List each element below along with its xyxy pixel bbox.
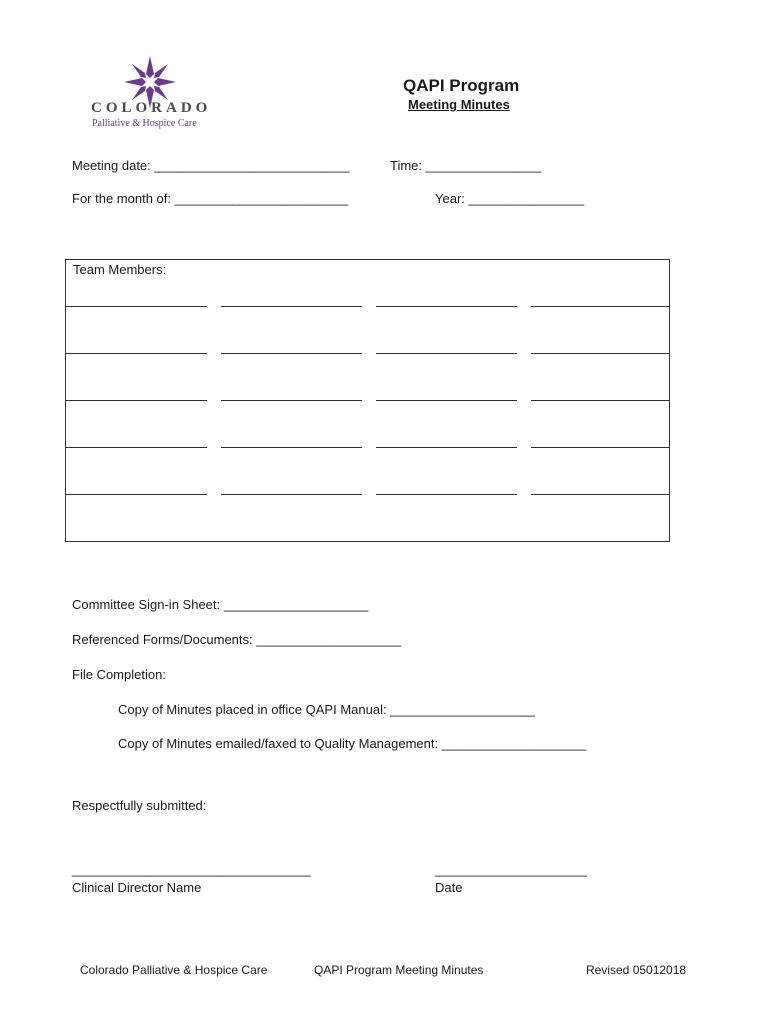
footer-revision: Revised 05012018 [586,963,687,977]
director-name-label: Clinical Director Name [72,880,202,895]
team-member-line[interactable] [376,494,517,495]
date-label: Date [435,880,463,895]
team-member-line[interactable] [66,353,207,354]
team-members-label: Team Members: [73,262,167,277]
team-member-line[interactable] [221,447,362,448]
meeting-date-field[interactable]: Meeting date: ___________________________ [72,158,350,173]
referenced-forms-field[interactable]: Referenced Forms/Documents: ____________________ [72,632,401,647]
team-member-line[interactable] [376,447,517,448]
team-member-line[interactable] [221,306,362,307]
committee-sign-in-field[interactable]: Committee Sign-in Sheet: ____________________ [72,597,369,612]
team-member-line[interactable] [376,400,517,401]
file-completion-label: File Completion: [72,667,166,682]
team-member-line[interactable] [66,306,207,307]
team-member-line[interactable] [531,447,670,448]
team-member-line[interactable] [221,400,362,401]
team-member-line[interactable] [531,400,670,401]
date-signature-line[interactable]: _____________________ [435,862,587,877]
page-subtitle: Meeting Minutes [408,97,510,112]
footer-document-title: QAPI Program Meeting Minutes [314,963,484,977]
logo-wordmark: COLORADO [91,100,212,116]
team-member-line[interactable] [66,447,207,448]
month-field[interactable]: For the month of: ________________________ [72,191,349,206]
team-member-line[interactable] [66,400,207,401]
copy-emailed-field[interactable]: Copy of Minutes emailed/faxed to Quality Management: ____________________ [118,736,587,751]
team-member-line[interactable] [531,494,670,495]
team-member-line[interactable] [376,353,517,354]
team-member-line[interactable] [221,494,362,495]
time-field[interactable]: Time: ________________ [390,158,542,173]
page-title: QAPI Program [403,76,520,95]
copy-manual-field[interactable]: Copy of Minutes placed in office QAPI Manual: ____________________ [118,702,535,717]
year-field[interactable]: Year: ________________ [435,191,585,206]
footer-organization: Colorado Palliative & Hospice Care [80,963,268,977]
respectfully-submitted-label: Respectfully submitted: [72,798,207,813]
team-member-line[interactable] [66,494,207,495]
team-member-line[interactable] [531,306,670,307]
team-member-line[interactable] [221,353,362,354]
team-member-line[interactable] [376,306,517,307]
team-member-line[interactable] [531,353,670,354]
director-signature-line[interactable]: _________________________________ [72,862,311,877]
logo-subtitle: Palliative & Hospice Care [92,118,197,129]
